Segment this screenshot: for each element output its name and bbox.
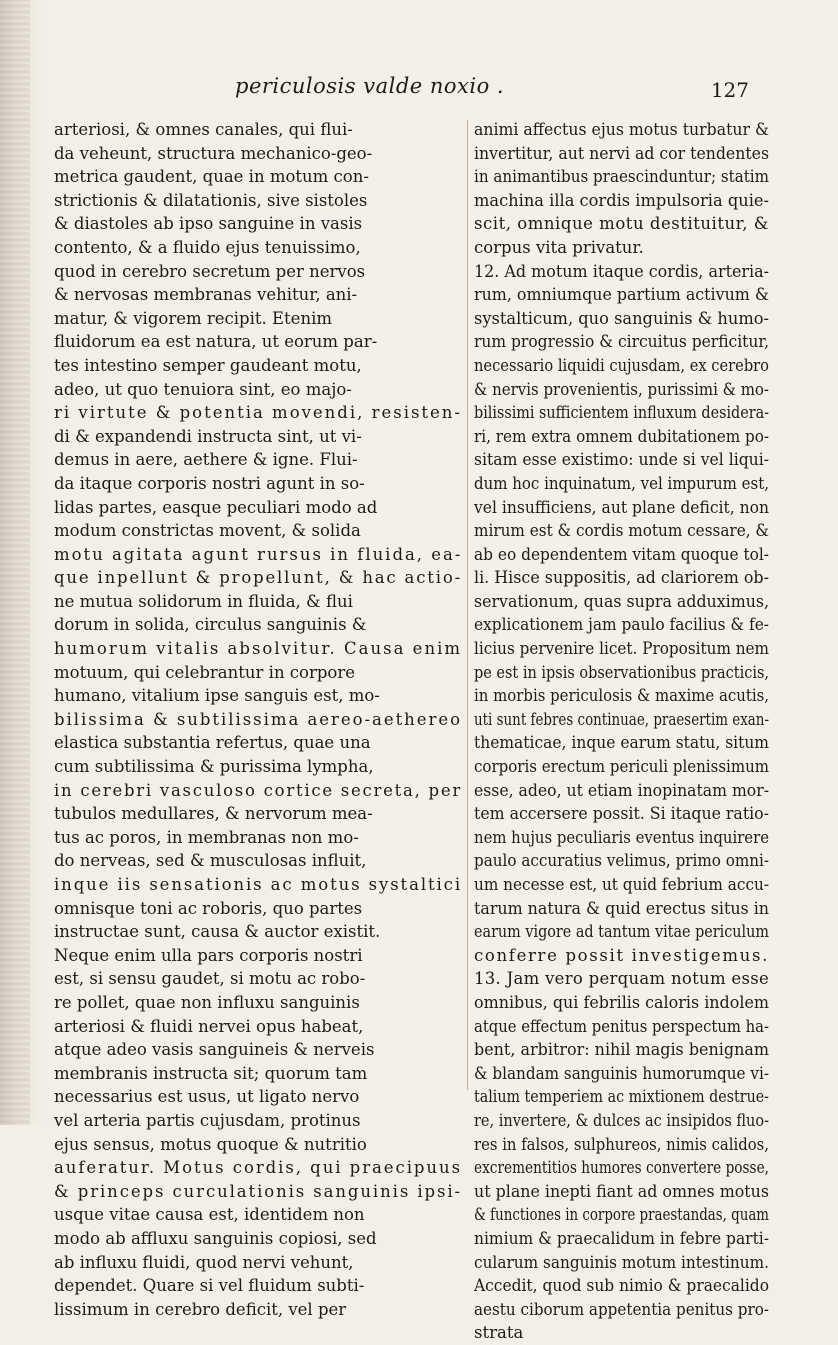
text-line: tus ac poros, in membranas non mo- <box>54 827 359 847</box>
text-line: instructae sunt, causa & auctor existit. <box>54 922 381 942</box>
text-line: corpus vita privatur. <box>474 237 644 257</box>
text-line: conferre possit investigemus. <box>474 945 769 965</box>
text-line: earum vigore ad tantum vitae periculum <box>474 922 769 942</box>
text-line: atque adeo vasis sanguineis & nerveis <box>54 1040 375 1060</box>
text-line: mirum est & cordis motum cessare, & <box>474 521 769 541</box>
text-line: ri virtute & potentia movendi, resisten- <box>54 403 462 423</box>
text-line: metrica gaudent, quae in motum con- <box>54 167 369 187</box>
text-line: rum, omniumque partium activum & <box>474 285 769 305</box>
text-line: tes intestino semper gaudeant motu, <box>54 355 362 375</box>
text-line: paulo accuratius velimus, primo omni- <box>474 851 769 871</box>
text-line: nimium & praecalidum in febre parti- <box>474 1228 769 1248</box>
text-line: cularum sanguinis motum intestinum. <box>474 1252 769 1272</box>
text-line: aestu ciborum appetentia penitus pro- <box>474 1299 769 1319</box>
text-line: que inpellunt & propellunt, & hac actio- <box>54 568 462 588</box>
text-line: Accedit, quod sub nimio & praecalido <box>474 1276 769 1296</box>
running-head: periculosis valde noxio . <box>235 74 505 98</box>
text-line: scit, omnique motu destituitur, & <box>474 214 769 234</box>
text-line: tubulos medullares, & nervorum mea- <box>54 804 373 824</box>
text-line: modum constrictas movent, & solida <box>54 521 361 541</box>
text-line: excrementitios humores convertere posse, <box>474 1158 769 1178</box>
text-line: um necesse est, ut quid febrium accu- <box>474 875 769 894</box>
text-line: sitam esse existimo: unde si vel liqui- <box>474 450 769 470</box>
text-line: dependet. Quare si vel fluidum subti- <box>54 1276 365 1296</box>
text-line: necessarius est usus, ut ligato nervo <box>54 1087 360 1107</box>
text-line: lidas partes, easque peculiari modo ad <box>54 497 378 517</box>
text-line: Neque enim ulla pars corporis nostri <box>54 945 363 965</box>
text-line: omnisque toni ac roboris, quo partes <box>54 898 363 918</box>
text-line: re, invertere, & dulces ac insipidos fluo- <box>474 1110 769 1130</box>
text-line: vel arteria partis cujusdam, protinus <box>54 1110 361 1130</box>
text-line: atque effectum penitus perspectum ha- <box>474 1016 769 1036</box>
text-line: auferatur. Motus cordis, qui praecipuus <box>54 1158 462 1178</box>
text-line: usque vitae causa est, identidem non <box>54 1205 365 1225</box>
text-line: matur, & vigorem recipit. Etenim <box>54 308 332 328</box>
text-line: animi affectus ejus motus turbatur & <box>474 120 769 139</box>
text-line: ri, rem extra omnem dubitationem po- <box>474 426 769 446</box>
text-line: explicationem jam paulo facilius & fe- <box>474 615 769 635</box>
text-line: membranis instructa sit; quorum tam <box>54 1063 368 1083</box>
text-line: omnibus, qui febrilis caloris indolem <box>474 992 769 1012</box>
text-line: in morbis periculosis & maxime acutis, <box>474 686 769 706</box>
text-line: rum progressio & circuitus perficitur, <box>474 332 769 352</box>
text-line: re pollet, quae non influxu sanguinis <box>54 992 360 1012</box>
text-line: & nervis provenientis, purissimi & mo- <box>474 379 769 399</box>
text-line: tem accersere possit. Si itaque ratio- <box>474 804 769 824</box>
text-line: pe est in ipsis observationibus practicis, <box>474 662 769 682</box>
text-line: ut plane inepti fiant ad omnes motus <box>474 1181 769 1201</box>
text-line: ejus sensus, motus quoque & nutritio <box>54 1134 367 1154</box>
text-line: & functiones in corpore praestandas, quam <box>474 1205 769 1225</box>
text-line: quod in cerebro secretum per nervos <box>54 261 366 281</box>
text-line: 13. Jam vero perquam notum esse <box>474 969 769 989</box>
text-line: & nervosas membranas vehitur, ani- <box>54 285 358 305</box>
text-line: invertitur, aut nervi ad cor tendentes <box>474 143 769 163</box>
text-line: ne mutua solidorum in fluida, & flui <box>54 591 353 611</box>
text-line: in cerebri vasculoso cortice secreta, per <box>54 780 462 800</box>
text-line: & diastoles ab ipso sanguine in vasis <box>54 214 363 234</box>
text-line: elastica substantia refertus, quae una <box>54 733 371 753</box>
text-line: dum hoc inquinatum, vel impurum est, <box>474 473 769 493</box>
left-text-column <box>54 118 463 1319</box>
text-line: dorum in solida, circulus sanguinis & <box>54 615 367 635</box>
text-line: fluidorum ea est natura, ut eorum par- <box>54 332 378 352</box>
text-line: uti sunt febres continuae, praesertim exan- <box>474 709 769 729</box>
text-line: tarum natura & quid erectus situs in <box>474 898 769 918</box>
text-line: est, si sensu gaudet, si motu ac robo- <box>54 969 366 989</box>
text-line: esse, adeo, ut etiam inopinatam mor- <box>474 780 769 800</box>
text-line: in animantibus praescinduntur; statim <box>474 167 769 187</box>
right-text-column <box>474 118 769 1343</box>
text-line: talium temperiem ac mixtionem destrue- <box>474 1087 769 1107</box>
text-line: motuum, qui celebrantur in corpore <box>54 662 356 682</box>
text-line: ab eo dependentem vitam quoque tol- <box>474 544 769 564</box>
text-line: licius pervenire licet. Propositum nem <box>474 639 769 659</box>
text-line: demus in aere, aethere & igne. Flui- <box>54 450 358 470</box>
text-line: systalticum, quo sanguinis & humo- <box>474 308 769 328</box>
text-line: machina illa cordis impulsoria quie- <box>474 190 769 210</box>
text-line: da itaque corporis nostri agunt in so- <box>54 473 365 493</box>
text-line: inque iis sensationis ac motus systaltici <box>54 875 462 894</box>
text-line: di & expandendi instructa sint, ut vi- <box>54 426 362 446</box>
text-line: necessario liquidi cujusdam, ex cerebro <box>474 355 769 375</box>
text-line: 12. Ad motum itaque cordis, arteria- <box>474 261 769 281</box>
text-line: bilissima & subtilissima aereo-aethereo <box>54 709 462 729</box>
text-line: li. Hisce suppositis, ad clariorem ob- <box>474 568 769 588</box>
text-line: vel insufficiens, aut plane deficit, non <box>474 497 769 517</box>
text-line: res in falsos, sulphureos, nimis calidos, <box>474 1134 769 1154</box>
text-line: contento, & a fluido ejus tenuissimo, <box>54 237 361 257</box>
text-line: bent, arbitror: nihil magis benignam <box>474 1040 769 1060</box>
text-line: corporis erectum periculi plenissimum <box>474 757 769 777</box>
text-line: do nerveas, sed & musculosas influit, <box>54 851 367 871</box>
text-line: humorum vitalis absolvitur. Causa enim <box>54 639 462 659</box>
text-line: lissimum in cerebro deficit, vel per <box>54 1299 347 1319</box>
text-line: bilissimi sufficientem influxum desidera- <box>474 403 769 423</box>
column-divider <box>467 120 468 1090</box>
text-line: adeo, ut quo tenuiora sint, eo majo- <box>54 379 352 399</box>
text-line: strata <box>474 1323 524 1343</box>
text-line: arteriosi & fluidi nervei opus habeat, <box>54 1016 364 1036</box>
text-line: thematicae, inque earum statu, situm <box>474 733 769 753</box>
text-line: & princeps curculationis sanguinis ipsi- <box>54 1181 462 1201</box>
text-line: cum subtilissima & purissima lympha, <box>54 757 374 777</box>
text-line: ab influxu fluidi, quod nervi vehunt, <box>54 1252 354 1272</box>
text-line: modo ab affluxu sanguinis copiosi, sed <box>54 1228 377 1248</box>
text-line: servationum, quas supra adduximus, <box>474 591 769 611</box>
binding-gutter <box>0 0 30 1125</box>
text-line: nem hujus peculiaris eventus inquirere <box>474 827 769 847</box>
text-line: humano, vitalium ipse sanguis est, mo- <box>54 686 380 706</box>
text-line: strictionis & dilatationis, sive sistoles <box>54 190 368 210</box>
text-line: & blandam sanguinis humorumque vi- <box>474 1063 769 1083</box>
page-header <box>40 68 785 108</box>
page-number: 127 <box>710 78 749 102</box>
text-line: da veheunt, structura mechanico-geo- <box>54 143 373 163</box>
text-line: motu agitata agunt rursus in fluida, ea- <box>54 544 463 564</box>
text-line: arteriosi, & omnes canales, qui flui- <box>54 120 353 139</box>
